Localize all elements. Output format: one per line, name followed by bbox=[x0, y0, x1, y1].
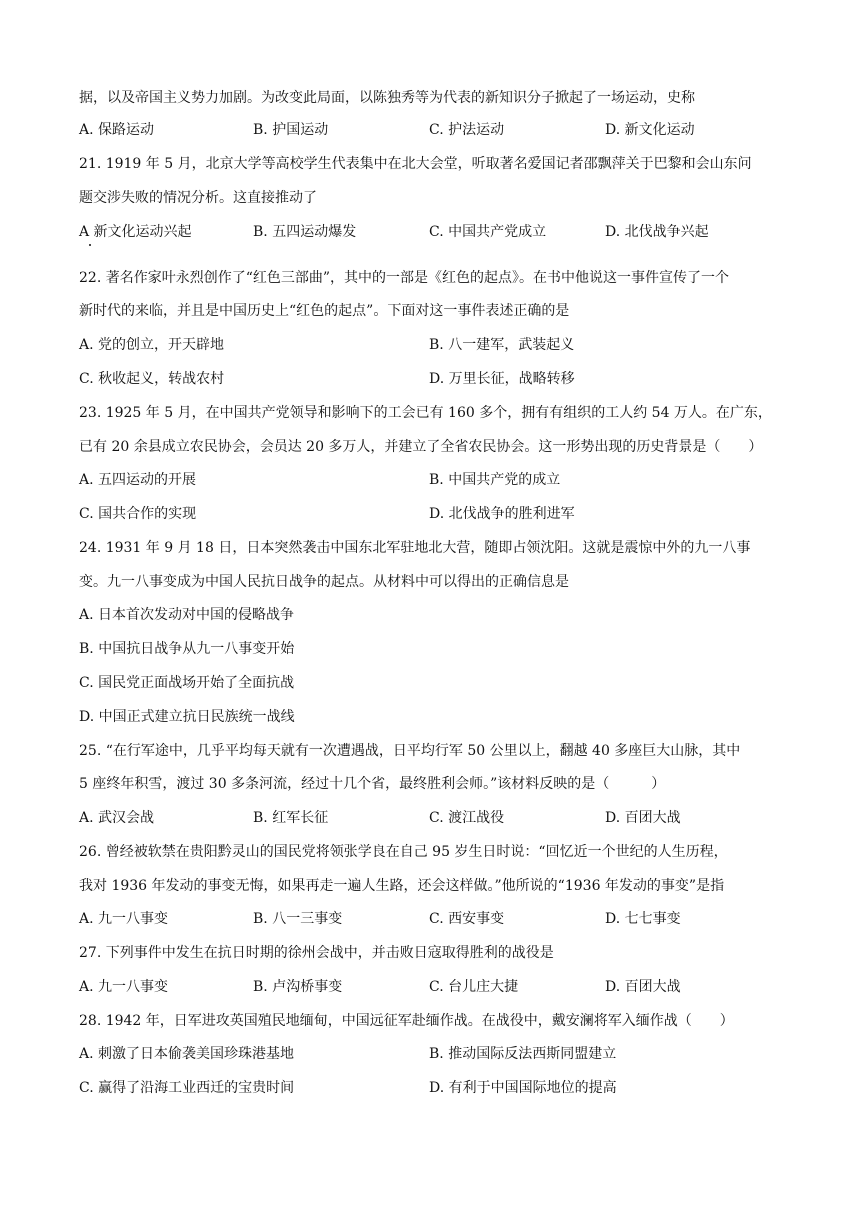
q22-option-a[interactable]: A. 党的创立，开天辟地 bbox=[79, 337, 225, 353]
q20-option-c[interactable]: C. 护法运动 bbox=[429, 122, 505, 138]
q21-stem-line2: 题交涉失败的情况分析。这直接推动了 bbox=[79, 190, 317, 206]
q24-option-a[interactable]: A. 日本首次发动对中国的侵略战争 bbox=[79, 607, 295, 623]
q20-option-d[interactable]: D. 新文化运动 bbox=[605, 122, 695, 138]
q22-option-c[interactable]: C. 秋收起义，转战农村 bbox=[79, 371, 225, 387]
q27-stem: 27. 下列事件中发生在抗日时期的徐州会战中，并击败日寇取得胜利的战役是 bbox=[79, 945, 554, 961]
q20-stem: 据，以及帝国主义势力加剧。为改变此局面，以陈独秀等为代表的新知识分子掀起了一场运动，史称 bbox=[79, 90, 695, 106]
q23-option-a[interactable]: A. 五四运动的开展 bbox=[79, 472, 197, 488]
q24-stem-line1: 24. 1931 年 9 月 18 日，日本突然袭击中国东北军驻地北大营，随即占领沈阳。这就是震惊中外的九一八事 bbox=[79, 540, 751, 556]
q28-option-c[interactable]: C. 赢得了沿海工业西迁的宝贵时间 bbox=[79, 1080, 295, 1096]
q24-option-b[interactable]: B. 中国抗日战争从九一八事变开始 bbox=[79, 641, 295, 657]
q28-option-a[interactable]: A. 刺激了日本偷袭美国珍珠港基地 bbox=[79, 1046, 295, 1062]
q21-option-a[interactable]: A 新文化运动兴起 bbox=[79, 222, 860, 242]
q25-stem-line2: 5 座终年积雪，渡过 30 多条河流，经过十几个省，最终胜利会师。”该材料反映的是（ ） bbox=[79, 776, 666, 792]
q27-option-b[interactable]: B. 卢沟桥事变 bbox=[253, 979, 343, 995]
q27-option-a[interactable]: A. 九一八事变 bbox=[79, 979, 169, 995]
q21-option-c[interactable]: C. 中国共产党成立 bbox=[429, 224, 547, 240]
q21-option-d[interactable]: D. 北伐战争兴起 bbox=[605, 224, 709, 240]
q26-stem-line2: 我对 1936 年发动的事变无悔，如果再走一遍人生路，还会这样做。”他所说的“1936 年发动的事变”是指 bbox=[79, 878, 725, 894]
q26-option-d[interactable]: D. 七七事变 bbox=[605, 911, 681, 927]
q23-option-c[interactable]: C. 国共合作的实现 bbox=[79, 506, 197, 522]
q24-option-c[interactable]: C. 国民党正面战场开始了全面抗战 bbox=[79, 675, 295, 691]
q20-option-b[interactable]: B. 护国运动 bbox=[253, 122, 329, 138]
q24-option-d[interactable]: D. 中国正式建立抗日民族统一战线 bbox=[79, 709, 295, 725]
q23-option-d[interactable]: D. 北伐战争的胜利进军 bbox=[429, 506, 575, 522]
q26-option-b[interactable]: B. 八一三事变 bbox=[253, 911, 343, 927]
q23-stem-line2: 已有 20 余县成立农民协会，会员达 20 多万人，并建立了全省农民协会。这一形势出现的历史背景是（ ） bbox=[79, 439, 763, 455]
q26-option-c[interactable]: C. 西安事变 bbox=[429, 911, 505, 927]
q24-stem-line2: 变。九一八事变成为中国人民抗日战争的起点。从材料中可以得出的正确信息是 bbox=[79, 574, 569, 590]
q21-stem-line1: 21. 1919 年 5 月，北京大学等高校学生代表集中在北大会堂，听取著名爱国记者邵飘萍关于巴黎和会山东问 bbox=[79, 156, 752, 172]
q23-option-b[interactable]: B. 中国共产党的成立 bbox=[429, 472, 561, 488]
q27-option-c[interactable]: C. 台儿庄大捷 bbox=[429, 979, 519, 995]
q27-option-d[interactable]: D. 百团大战 bbox=[605, 979, 681, 995]
q25-option-b[interactable]: B. 红军长征 bbox=[253, 810, 329, 826]
q22-option-b[interactable]: B. 八一建军，武装起义 bbox=[429, 337, 575, 353]
q28-stem: 28. 1942 年，日军进攻英国殖民地缅甸，中国远征军赴缅作战。在战役中，戴安澜将军入缅作战（ ） bbox=[79, 1013, 734, 1029]
q22-option-d[interactable]: D. 万里长征，战略转移 bbox=[429, 371, 575, 387]
q22-stem-line1: 22. 著名作家叶永烈创作了“红色三部曲”，其中的一部是《红色的起点》。在书中他说这一事件宣传了一个 bbox=[79, 270, 730, 286]
q20-option-a[interactable]: A. 保路运动 bbox=[79, 122, 155, 138]
q25-option-a[interactable]: A. 武汉会战 bbox=[79, 810, 155, 826]
q26-stem-line1: 26. 曾经被软禁在贵阳黔灵山的国民党将领张学良在自己 95 岁生日时说：“回忆近一个世纪的人生历程， bbox=[79, 844, 728, 860]
q28-option-b[interactable]: B. 推动国际反法西斯同盟建立 bbox=[429, 1046, 617, 1062]
q25-option-d[interactable]: D. 百团大战 bbox=[605, 810, 681, 826]
q25-option-c[interactable]: C. 渡江战役 bbox=[429, 810, 505, 826]
q25-stem-line1: 25. “在行军途中，几乎平均每天就有一次遭遇战，日平均行军 50 公里以上，翻越 40 多座巨大山脉，其中 bbox=[79, 743, 741, 759]
q26-option-a[interactable]: A. 九一八事变 bbox=[79, 911, 169, 927]
q21-option-b[interactable]: B. 五四运动爆发 bbox=[253, 224, 357, 240]
q22-stem-line2: 新时代的来临，并且是中国历史上“红色的起点”。下面对这一事件表述正确的是 bbox=[79, 303, 570, 319]
q28-option-d[interactable]: D. 有利于中国国际地位的提高 bbox=[429, 1080, 617, 1096]
q23-stem-line1: 23. 1925 年 5 月，在中国共产党领导和影响下的工会已有 160 多个，拥有有组织的工人约 54 万人。在广东， bbox=[79, 405, 772, 421]
